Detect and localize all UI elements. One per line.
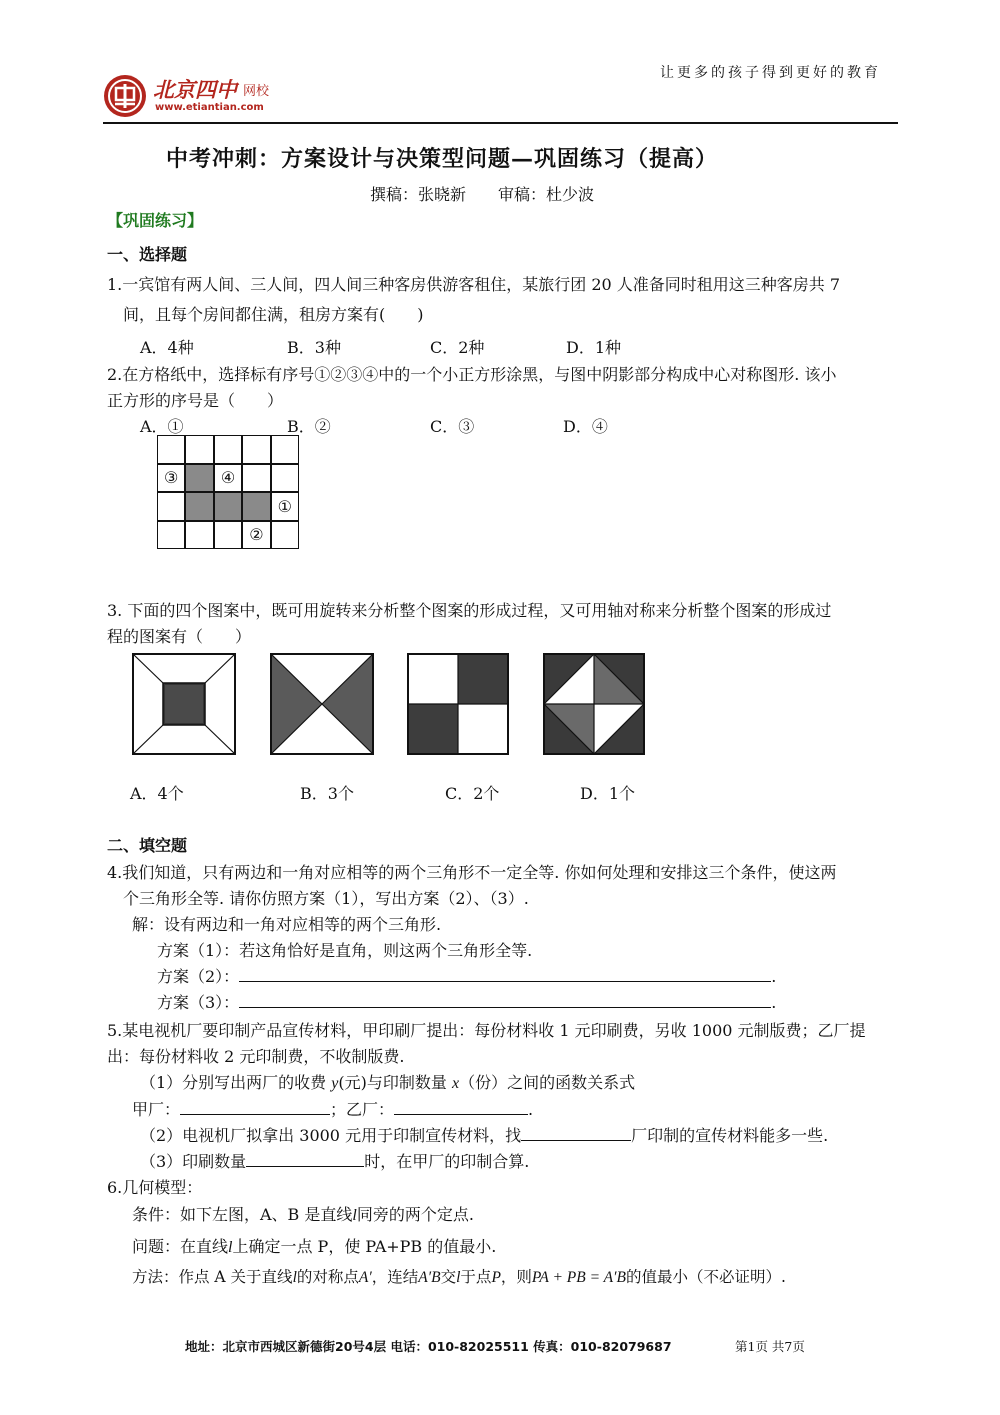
- logo-url: www.etiantian.com: [155, 102, 264, 113]
- grid-cell: [214, 435, 242, 464]
- q1-option-c: C．2种: [430, 338, 485, 357]
- logo-suffix: 网校: [243, 84, 270, 99]
- q5-line1: 5.某电视机厂要印制产品宣传材料，甲印刷厂提出：每份材料收 1 元印刷费，另收 1000 元制版费；乙厂提: [107, 1021, 866, 1040]
- q6-condition: 条件：如下左图，A、B 是直线l同旁的两个定点.: [132, 1205, 474, 1224]
- q4-plan2-blank[interactable]: [239, 968, 771, 982]
- q6-line1: 6.几何模型：: [107, 1178, 203, 1197]
- q3-line2: 程的图案有（ ）: [107, 627, 252, 646]
- page-title: 中考冲刺：方案设计与决策型问题—巩固练习（提高）: [166, 146, 719, 172]
- q4-line2: 个三角形全等. 请你仿照方案（1），写出方案（2）、（3）.: [123, 889, 529, 908]
- grid-cell-shaded: [185, 492, 213, 521]
- footer-page: 第1页 共7页: [735, 1339, 805, 1354]
- part2-heading: 二、填空题: [107, 836, 188, 855]
- q2-line1: 2.在方格纸中，选择标有序号①②③④中的一个小正方形涂黑，与图中阴影部分构成中心对称图形. 该小: [107, 365, 837, 384]
- q1-option-d: D．1种: [566, 338, 622, 357]
- q3-figure-2: [270, 653, 374, 755]
- q2-option-a: A．①: [140, 417, 184, 436]
- q2-option-c: C．③: [430, 417, 475, 436]
- logo-text: 北京四中: [153, 77, 237, 102]
- slogan: 让更多的孩子得到更好的教育: [660, 65, 881, 81]
- q5-sub2-blank[interactable]: [521, 1127, 631, 1141]
- grid-cell-2: ②: [242, 521, 270, 550]
- grid-cell-shaded: [214, 492, 242, 521]
- q2-option-b: B．②: [287, 417, 331, 436]
- part1-heading: 一、选择题: [107, 245, 188, 264]
- grid-cell: [242, 435, 270, 464]
- q6-method: 方法：作点 A 关于直线l的对称点A′，连结A′B交l于点P，则PA + PB = A′B的值最小（不必证明）.: [132, 1268, 786, 1286]
- q3-option-a: A．4个: [130, 784, 184, 803]
- grid-cell-shaded: [185, 464, 213, 493]
- grid-cell: [271, 435, 299, 464]
- logo: [103, 72, 283, 120]
- q2-option-d: D．④: [563, 417, 608, 436]
- q5-jia-blank[interactable]: [180, 1101, 330, 1115]
- grid-cell-1: ①: [271, 492, 299, 521]
- q5-sub1: （1）分别写出两厂的收费 y(元)与印制数量 x（份）之间的函数关系式: [140, 1073, 636, 1092]
- authors: 撰稿：张晓新 审稿：杜少波: [370, 185, 595, 204]
- q5-answers: 甲厂： ；乙厂： .: [132, 1100, 534, 1119]
- q3-figure-1: [132, 653, 236, 755]
- grid-cell: [271, 464, 299, 493]
- q1-option-b: B．3种: [287, 338, 341, 357]
- logo-emblem-icon: [103, 74, 147, 118]
- q5-sub3-blank[interactable]: [246, 1153, 364, 1167]
- grid-cell: [157, 521, 185, 550]
- section-tag: 【巩固练习】: [107, 211, 204, 230]
- grid-cell: [185, 521, 213, 550]
- q4-plan2-label: 方案（2）：: [157, 967, 240, 986]
- q3-figure-4: [543, 653, 645, 755]
- q6-problem: 问题：在直线l上确定一点 P，使 PA+PB 的值最小.: [132, 1237, 497, 1256]
- q3-option-b: B．3个: [300, 784, 354, 803]
- grid-cell-shaded: [242, 492, 270, 521]
- q4-plan3-label: 方案（3）：: [157, 993, 240, 1012]
- q4-plan1: 方案（1）：若这角恰好是直角，则这两个三角形全等.: [157, 941, 533, 960]
- q4-plan3-row: 方案（3）： .: [157, 993, 777, 1012]
- footer-address: 地址：北京市西城区新德街20号4层 电话：010-82025511 传真：010-82079687: [185, 1339, 672, 1354]
- q4-line1: 4.我们知道，只有两边和一角对应相等的两个三角形不一定全等. 你如何处理和安排这三个条件，使这两: [107, 863, 837, 882]
- grid-cell: [185, 435, 213, 464]
- q5-line2: 出：每份材料收 2 元印制费，不收制版费.: [107, 1047, 405, 1066]
- q3-option-c: C．2个: [445, 784, 500, 803]
- q1-line2: 间，且每个房间都住满，租房方案有( ): [123, 305, 424, 324]
- grid-cell-3: ③: [157, 464, 185, 493]
- q3-figure-3: [407, 653, 509, 755]
- grid-cell: [157, 435, 185, 464]
- q3-option-d: D．1个: [580, 784, 636, 803]
- q5-sub3: （3）印刷数量 时，在甲厂的印制合算.: [140, 1152, 530, 1171]
- grid-cell: [157, 492, 185, 521]
- grid-cell-4: ④: [214, 464, 242, 493]
- q5-yi-blank[interactable]: [394, 1101, 528, 1115]
- grid-cell: [271, 521, 299, 550]
- q4-plan2-row: 方案（2）： .: [157, 967, 777, 986]
- q3-line1: 3. 下面的四个图案中，既可用旋转来分析整个图案的形成过程，又可用轴对称来分析整个图案的形成过: [107, 601, 832, 620]
- q5-sub2: （2）电视机厂拟拿出 3000 元用于印制宣传材料，找 厂印制的宣传材料能多一些.: [140, 1126, 829, 1145]
- q4-plan3-blank[interactable]: [239, 994, 771, 1008]
- q2-line2: 正方形的序号是（ ）: [107, 391, 284, 410]
- q1-line1: 1.一宾馆有两人间、三人间，四人间三种客房供游客租住，某旅行团 20 人准备同时租用这三种客房共 7: [107, 275, 841, 294]
- header-rule: [103, 122, 898, 124]
- q2-grid: [157, 435, 299, 549]
- q1-option-a: A．4种: [140, 338, 194, 357]
- grid-cell: [242, 464, 270, 493]
- q4-line3: 解：设有两边和一角对应相等的两个三角形.: [132, 915, 442, 934]
- grid-cell: [214, 521, 242, 550]
